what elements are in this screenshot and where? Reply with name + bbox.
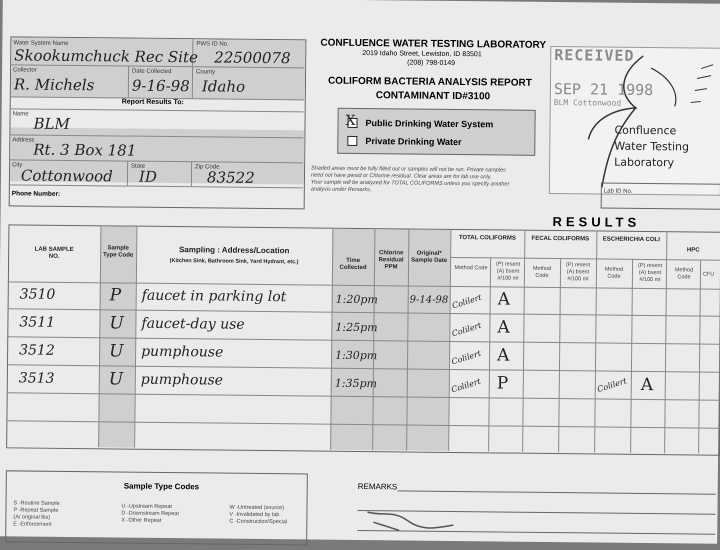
report-title: COLIFORM BACTERIA ANALYSIS REPORT xyxy=(327,75,532,89)
state-field[interactable]: ID xyxy=(138,167,158,186)
address-label: Address xyxy=(12,137,35,144)
hpc-method-header: Method Code xyxy=(674,267,694,281)
received-stamp: RECEIVED xyxy=(554,46,635,65)
tc-method-header: Method Code xyxy=(454,264,488,272)
city-field[interactable]: Cottonwood xyxy=(20,166,113,186)
state-label: State xyxy=(131,163,146,170)
tc-method: Colilert xyxy=(450,348,483,367)
col-sample-type: Sample Type Code xyxy=(102,245,134,259)
lab-phone: (208) 798-0149 xyxy=(407,59,456,67)
tc-method: Colilert xyxy=(450,376,482,395)
codes-column-1: S -Routine Sample P -Repeat Sample (A/ original lbs) E -Enforcement xyxy=(13,500,60,528)
private-checkbox[interactable] xyxy=(347,136,357,146)
tc-pa-header: (P) resent (A) bsent #/100 ml xyxy=(495,261,521,282)
ec-pa-header: (P) resent (A) bsent #/100 ml xyxy=(637,262,663,284)
results-heading: RESULTS xyxy=(552,214,641,230)
remarks-line xyxy=(398,490,716,494)
water-system-name-label: Water System Name xyxy=(13,40,69,47)
public-checkbox[interactable] xyxy=(345,112,357,129)
col-fecal-coliforms: FECAL COLIFORMS xyxy=(531,235,590,243)
lab-address: 2019 Idaho Street, Lewiston, ID 83501 xyxy=(362,50,482,59)
col-total-coliforms: TOTAL COLIFORMS xyxy=(458,235,516,242)
office-stamp: BLM Cottonwood xyxy=(553,98,622,108)
sample-type[interactable]: P xyxy=(109,285,122,306)
sample-type[interactable]: U xyxy=(109,341,124,362)
remarks-label: REMARKS xyxy=(357,481,398,492)
col-lab-sample: LAB SAMPLE NO. xyxy=(34,246,74,260)
col-ecoli: ESCHERICHIA COLI xyxy=(602,236,660,244)
received-date-stamp: SEP 21 1998 xyxy=(553,80,654,100)
fc-method-header: Method Code xyxy=(532,265,552,279)
signature-scribble xyxy=(363,506,483,537)
name-label: Name xyxy=(12,111,29,118)
pws-id-field[interactable]: 22500078 xyxy=(214,48,291,68)
fc-pa-header: (P) resent (A) bsent #/100 ml xyxy=(565,262,591,283)
col-hpc: HPC xyxy=(686,247,700,254)
lab-id-box xyxy=(601,183,720,210)
tc-method: Colilert xyxy=(451,292,483,311)
tc-result: A xyxy=(497,317,510,338)
private-option-label: Private Drinking Water xyxy=(365,136,462,148)
lab-sticker xyxy=(549,46,720,196)
col-original-date: Original* Sample Date xyxy=(411,250,448,264)
pws-id-label: PWS ID No. xyxy=(196,41,229,48)
lab-id-label: Lab ID No. xyxy=(603,188,633,195)
sticker-line-2: Water Testing xyxy=(614,139,690,154)
contaminant-id: CONTAMINANT ID#3100 xyxy=(375,90,491,103)
sticker-line-3: Laboratory xyxy=(614,155,675,170)
tc-result: A xyxy=(497,345,510,366)
sample-type[interactable]: U xyxy=(109,313,124,334)
tc-result: A xyxy=(497,289,511,310)
phone-label: Phone Number: xyxy=(11,190,61,198)
codes-column-2: U -Upstream Repeat D -Downstream Repeat X -Other Repeat xyxy=(121,503,179,524)
sample-location[interactable]: pumphouse xyxy=(140,371,224,389)
time-collected[interactable]: 1:20pm xyxy=(335,292,378,307)
date-collected-label: Date Collected xyxy=(132,68,172,76)
address-field[interactable]: Rt. 3 Box 181 xyxy=(33,140,137,160)
water-system-name-field[interactable]: Skookumchuck Rec Site xyxy=(14,46,199,67)
lab-sample-no[interactable]: 3511 xyxy=(19,314,56,331)
time-collected[interactable]: 1:25pm xyxy=(335,320,378,335)
sticker-line-1: Confluence xyxy=(614,123,677,138)
sample-type-codes-title: Sample Type Codes xyxy=(123,481,200,492)
checkbox-mark: X xyxy=(345,112,356,129)
river-logo-icon xyxy=(550,47,720,195)
lab-notes: Shaded areas must be fully filled out or samples will not be run. Private samples need not have pwsid or Chlorine residual. Clear areas are for lab use only. Your sample will be analyzed for TOTAL COLIFORMS unless you specify another analysis under Remarks. xyxy=(310,165,510,194)
time-collected[interactable]: 1:35pm xyxy=(334,376,378,391)
sample-location[interactable]: faucet in parking lot xyxy=(141,287,287,306)
ec-method: Colilert xyxy=(596,376,628,394)
tc-result: P xyxy=(496,373,509,394)
tc-method: Colilert xyxy=(450,320,483,339)
codes-column-3: W -Untreated (source) V -Invalidated by lab C -Construction/Special xyxy=(229,504,288,526)
zip-label: Zip Code xyxy=(195,164,220,171)
lab-sample-no[interactable]: 3512 xyxy=(19,342,55,359)
col-sampling: Sampling : Address/Location xyxy=(178,245,290,256)
lab-sample-no[interactable]: 3513 xyxy=(18,370,55,387)
county-field[interactable]: Idaho xyxy=(201,77,246,96)
date-collected-field[interactable]: 9-16-98 xyxy=(131,76,190,96)
report-results-to-label: Report Results To: xyxy=(121,98,184,107)
ec-result: A xyxy=(640,374,654,396)
collector-field[interactable]: R. Michels xyxy=(13,75,95,95)
col-sampling-sub: (Kitchen Sink, Bathroom Sink, Yard Hydrant, etc.) xyxy=(169,258,299,266)
ec-method-header: Method Code xyxy=(604,266,624,280)
collector-label: Collector xyxy=(13,67,37,74)
sample-location[interactable]: pumphouse xyxy=(141,343,224,361)
public-option-label: Public Drinking Water System xyxy=(365,118,494,130)
zip-field[interactable]: 83522 xyxy=(206,168,255,187)
col-time: Time Collected xyxy=(339,257,367,272)
hpc-cfu-header: CFU xyxy=(702,271,715,278)
water-type-box xyxy=(337,108,535,156)
col-chlorine: Chlorine Residual PPM xyxy=(378,250,404,271)
name-field[interactable]: BLM xyxy=(33,114,70,133)
time-collected[interactable]: 1:30pm xyxy=(335,348,378,363)
county-label: County xyxy=(196,69,216,76)
original-date[interactable]: 9-14-98 xyxy=(409,294,449,306)
city-label: City xyxy=(12,162,23,169)
sample-type[interactable]: U xyxy=(108,369,124,390)
sample-location[interactable]: faucet-day use xyxy=(141,315,245,333)
lab-sample-no[interactable]: 3510 xyxy=(19,286,56,303)
lab-name: CONFLUENCE WATER TESTING LABORATORY xyxy=(320,37,547,51)
